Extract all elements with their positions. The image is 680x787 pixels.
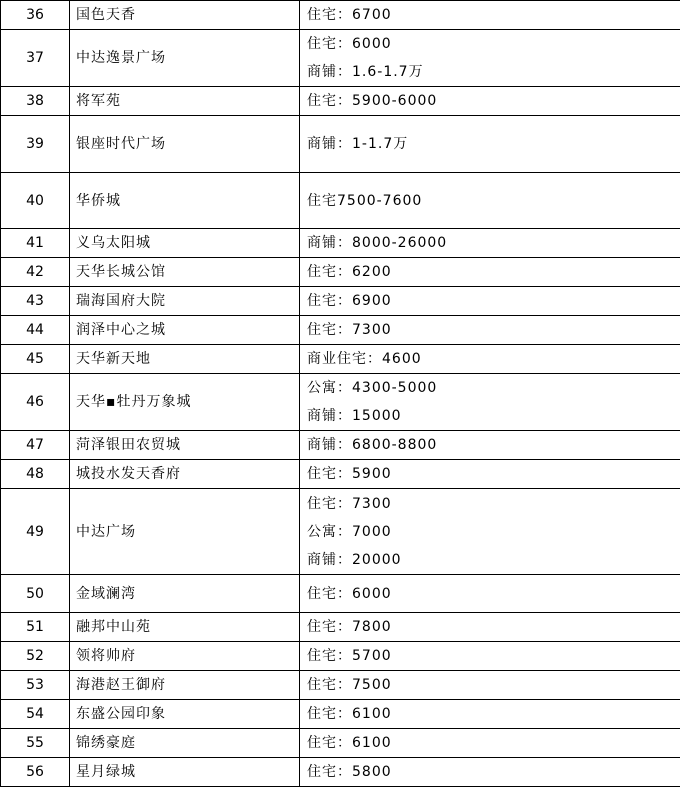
row-number: 44 <box>1 316 70 345</box>
price-line: 住宅：7800 <box>307 613 680 641</box>
property-name: 东盛公园印象 <box>70 700 300 729</box>
price-cell <box>300 30 680 87</box>
price-cell <box>300 460 680 489</box>
property-name: 银座时代广场 <box>70 116 300 173</box>
price-cell <box>300 258 680 287</box>
price-line: 住宅：6100 <box>307 729 680 757</box>
row-number: 42 <box>1 258 70 287</box>
price-cell <box>300 729 680 758</box>
table-row <box>1 258 680 287</box>
row-number: 38 <box>1 87 70 116</box>
price-line: 商业住宅：4600 <box>307 345 680 373</box>
row-number: 47 <box>1 431 70 460</box>
price-line: 商铺：1.6-1.7万 <box>307 58 680 86</box>
row-number: 48 <box>1 460 70 489</box>
row-number: 37 <box>1 30 70 87</box>
property-name: 海港赵王御府 <box>70 671 300 700</box>
price-line: 住宅：5900 <box>307 460 680 488</box>
price-line: 住宅：6100 <box>307 700 680 728</box>
table-row <box>1 116 680 173</box>
price-cell <box>300 489 680 575</box>
price-line: 住宅：5900-6000 <box>307 87 680 115</box>
property-name: 中达广场 <box>70 489 300 575</box>
price-line: 商铺：1-1.7万 <box>307 130 680 158</box>
price-cell <box>300 758 680 787</box>
price-cell <box>300 613 680 642</box>
table-row <box>1 287 680 316</box>
row-number: 51 <box>1 613 70 642</box>
row-number: 54 <box>1 700 70 729</box>
table-row <box>1 613 680 642</box>
price-line: 住宅：6000 <box>307 580 680 608</box>
property-name: 城投水发天香府 <box>70 460 300 489</box>
price-cell <box>300 116 680 173</box>
property-name: 义乌太阳城 <box>70 229 300 258</box>
property-name: 中达逸景广场 <box>70 30 300 87</box>
price-cell <box>300 642 680 671</box>
price-line: 住宅：7300 <box>307 490 680 518</box>
price-line: 商铺：8000-26000 <box>307 229 680 257</box>
row-number: 45 <box>1 345 70 374</box>
price-cell <box>300 700 680 729</box>
table-row <box>1 229 680 258</box>
price-cell <box>300 671 680 700</box>
row-number: 39 <box>1 116 70 173</box>
table-row <box>1 642 680 671</box>
table-row <box>1 700 680 729</box>
property-name: 锦绣豪庭 <box>70 729 300 758</box>
table-row <box>1 316 680 345</box>
table-row <box>1 1 680 30</box>
property-name: 瑞海国府大院 <box>70 287 300 316</box>
property-name: 天华新天地 <box>70 345 300 374</box>
price-cell <box>300 287 680 316</box>
price-line: 住宅：5700 <box>307 642 680 670</box>
property-name: 菏泽银田农贸城 <box>70 431 300 460</box>
table-row <box>1 671 680 700</box>
property-name: 领将帅府 <box>70 642 300 671</box>
property-name: 金域澜湾 <box>70 575 300 613</box>
price-line: 商铺：20000 <box>307 546 680 574</box>
price-line: 住宅：7500 <box>307 671 680 699</box>
price-line: 商铺：15000 <box>307 402 680 430</box>
row-number: 46 <box>1 374 70 431</box>
table-row <box>1 173 680 229</box>
price-line: 住宅：6000 <box>307 30 680 58</box>
table-row <box>1 30 680 87</box>
price-line: 住宅：6900 <box>307 287 680 315</box>
row-number: 55 <box>1 729 70 758</box>
price-cell <box>300 345 680 374</box>
property-name: 星月绿城 <box>70 758 300 787</box>
row-number: 50 <box>1 575 70 613</box>
table-row <box>1 575 680 613</box>
table-row <box>1 87 680 116</box>
property-name: 天华▪牡丹万象城 <box>70 374 300 431</box>
price-cell <box>300 1 680 30</box>
property-name: 华侨城 <box>70 173 300 229</box>
table-body <box>1 1 680 787</box>
table-row <box>1 489 680 575</box>
table-row <box>1 374 680 431</box>
price-cell <box>300 431 680 460</box>
price-cell <box>300 575 680 613</box>
property-name: 天华长城公馆 <box>70 258 300 287</box>
row-number: 40 <box>1 173 70 229</box>
price-line: 公寓：4300-5000 <box>307 374 680 402</box>
row-number: 36 <box>1 1 70 30</box>
row-number: 53 <box>1 671 70 700</box>
property-name: 润泽中心之城 <box>70 316 300 345</box>
price-line: 住宅：6200 <box>307 258 680 286</box>
price-cell <box>300 87 680 116</box>
table-row <box>1 729 680 758</box>
price-line: 住宅7500-7600 <box>307 187 680 215</box>
row-number: 56 <box>1 758 70 787</box>
property-name: 将军苑 <box>70 87 300 116</box>
row-number: 49 <box>1 489 70 575</box>
price-cell <box>300 316 680 345</box>
table-row <box>1 431 680 460</box>
row-number: 43 <box>1 287 70 316</box>
property-name: 融邦中山苑 <box>70 613 300 642</box>
table-row <box>1 345 680 374</box>
property-name: 国色天香 <box>70 1 300 30</box>
price-line: 商铺：6800-8800 <box>307 431 680 459</box>
price-line: 住宅：5800 <box>307 758 680 786</box>
price-line: 住宅：6700 <box>307 1 680 29</box>
row-number: 52 <box>1 642 70 671</box>
price-line: 住宅：7300 <box>307 316 680 344</box>
price-cell <box>300 229 680 258</box>
price-line: 公寓：7000 <box>307 518 680 546</box>
row-number: 41 <box>1 229 70 258</box>
price-cell <box>300 173 680 229</box>
price-cell <box>300 374 680 431</box>
table-row <box>1 758 680 787</box>
table-row <box>1 460 680 489</box>
